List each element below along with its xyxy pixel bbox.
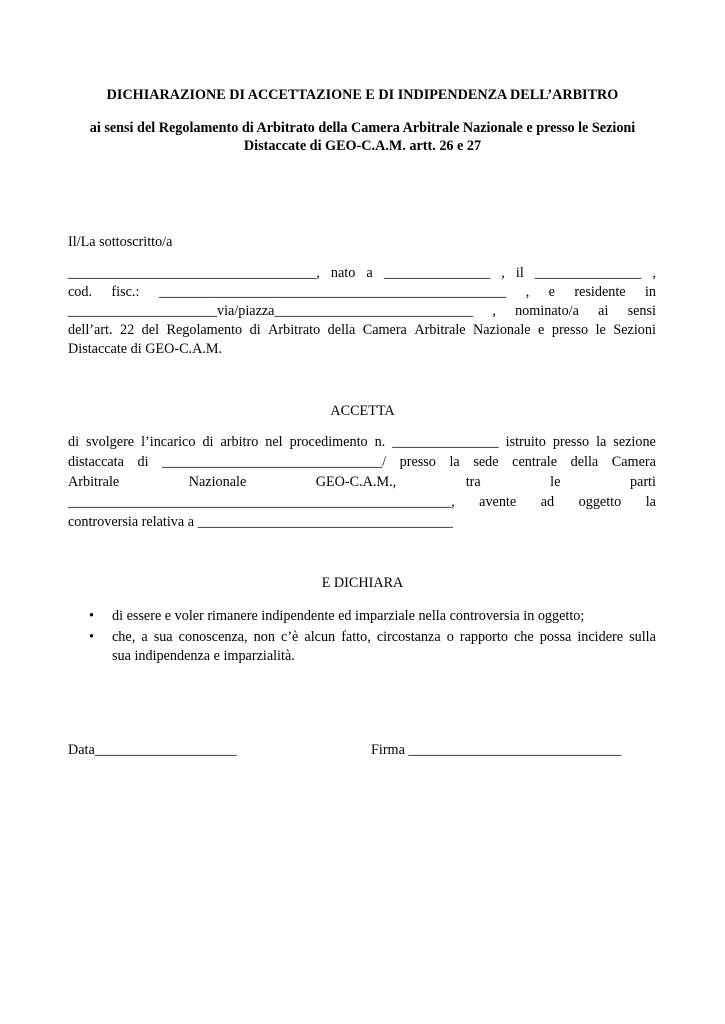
intro-word: Regolamento (166, 322, 243, 338)
intro-line-5: Distaccate di GEO-C.A.M. (68, 341, 223, 357)
dichiara-word: fatto, (341, 629, 371, 645)
intro-word: , (525, 284, 530, 300)
accetta-word: Arbitrale (68, 474, 120, 490)
accetta-word: nel (265, 434, 283, 450)
bullet-icon: • (89, 629, 94, 645)
accetta-line-4 (68, 493, 656, 511)
accetta-word: la (449, 454, 460, 470)
document-subtitle-line-2: Distaccate di GEO-C.A.M. artt. 26 e 27 (243, 138, 482, 154)
accetta-word: Camera (611, 454, 656, 470)
accetta-heading: ACCETTA (330, 403, 395, 419)
accetta-word: _______________ (392, 434, 499, 450)
document-subtitle-line-1: ai sensi del Regolamento di Arbitrato della Camera Arbitrale Nazionale e presso le Sezioni (89, 120, 636, 136)
dichiara-word: che, (112, 629, 136, 645)
intro-word: Nazionale (473, 322, 531, 338)
intro-word: 22 (120, 322, 135, 338)
intro-word: dell’art. (68, 322, 113, 338)
intro-word: ___________________________________, (68, 265, 320, 281)
intro-word: , (501, 265, 505, 281)
dichiara-word: sua (153, 629, 173, 645)
intro-word: nominato/a (515, 303, 579, 319)
dichiara-word: rapporto (459, 629, 508, 645)
accetta-word: _______________________________/ (162, 454, 387, 470)
accetta-word: di (202, 434, 214, 450)
accetta-word: procedimento (289, 434, 368, 450)
intro-word: in (644, 284, 656, 300)
intro-word: Arbitrato (268, 322, 321, 338)
intro-word: cod. (68, 284, 93, 300)
accetta-word: la (596, 434, 607, 450)
accetta-word: GEO-C.A.M., (315, 474, 397, 490)
intro-word: _______________ (534, 265, 642, 281)
dichiara-item-2-line-2: sua indipendenza e imparzialità. (112, 648, 295, 664)
intro-word: Camera (362, 322, 407, 338)
dichiara-item-2-line-1 (112, 628, 656, 646)
dichiara-word: che (513, 629, 534, 645)
dichiara-word: o (446, 629, 454, 645)
document-title: DICHIARAZIONE DI ACCETTAZIONE E DI INDIPENDENZA DELL’ARBITRO (106, 87, 619, 103)
intro-word: , (652, 265, 656, 281)
intro-word: ai (598, 303, 609, 319)
intro-line-4 (68, 321, 656, 339)
intro-word: _____________________via/piazza____________________________ (68, 303, 474, 319)
intro-word: della (327, 322, 356, 338)
accetta-word: arbitro (220, 434, 259, 450)
accetta-word: le (550, 474, 561, 490)
dichiara-word: c’è (281, 629, 299, 645)
accetta-word: parti (629, 474, 656, 490)
accetta-line-2 (68, 453, 656, 471)
intro-word: e (538, 322, 545, 338)
intro-word: le (595, 322, 606, 338)
intro-word: residente (574, 284, 626, 300)
dichiara-word: incidere (577, 629, 624, 645)
intro-word: sensi (627, 303, 656, 319)
intro-word: fisc.: (111, 284, 140, 300)
dichiara-heading: E DICHIARA (321, 575, 404, 591)
accetta-word: n. (374, 434, 386, 450)
dichiara-item-1: di essere e voler rimanere indipendente ed imparziale nella controversia in oggetto; (112, 608, 585, 624)
intro-word: presso (551, 322, 589, 338)
accetta-word: avente (479, 494, 517, 510)
accetta-word: sezione (613, 434, 656, 450)
accetta-word: svolgere (86, 434, 135, 450)
intro-word: e (548, 284, 555, 300)
dichiara-word: circostanza (376, 629, 441, 645)
intro-line-3 (68, 302, 656, 320)
intro-word: nato (330, 265, 356, 281)
intro-word: di (249, 322, 261, 338)
intro-line-1 (68, 264, 656, 282)
dichiara-word: possa (539, 629, 572, 645)
accetta-word: di (137, 454, 149, 470)
dichiara-word: sulla (629, 629, 656, 645)
intro-word: Arbitrale (414, 322, 466, 338)
accetta-word: di (68, 434, 80, 450)
date-field: Data____________________ (68, 742, 237, 758)
accetta-word: distaccata (68, 454, 124, 470)
intro-word: _______________ (383, 265, 491, 281)
bullet-icon: • (89, 608, 94, 624)
accetta-word: ______________________________________________________, (68, 494, 455, 510)
accetta-word: istruito (505, 434, 546, 450)
dichiara-word: a (141, 629, 148, 645)
undersigned-label: Il/La sottoscritto/a (68, 234, 173, 250)
accetta-word: presso (399, 454, 436, 470)
signature-field: Firma ______________________________ (371, 742, 622, 758)
accetta-word: l’incarico (141, 434, 196, 450)
accetta-line-1 (68, 433, 656, 451)
accetta-word: la (645, 494, 656, 510)
accetta-line-5: controversia relativa a ____________________________________ (68, 514, 453, 530)
intro-word: il (515, 265, 524, 281)
dichiara-word: non (253, 629, 275, 645)
intro-word: del (141, 322, 160, 338)
intro-word: Sezioni (613, 322, 656, 338)
accetta-word: tra (465, 474, 481, 490)
intro-word: a (366, 265, 373, 281)
dichiara-word: conoscenza, (178, 629, 248, 645)
accetta-word: ad (540, 494, 555, 510)
accetta-word: oggetto (578, 494, 622, 510)
accetta-line-3 (68, 473, 656, 491)
dichiara-word: alcun (304, 629, 336, 645)
accetta-word: Nazionale (188, 474, 247, 490)
accetta-word: centrale (512, 454, 558, 470)
accetta-word: della (570, 454, 599, 470)
intro-word: _________________________________________________ (158, 284, 507, 300)
accetta-word: presso (552, 434, 590, 450)
intro-word: , (492, 303, 496, 319)
intro-line-2 (68, 283, 656, 301)
accetta-word: sede (473, 454, 499, 470)
